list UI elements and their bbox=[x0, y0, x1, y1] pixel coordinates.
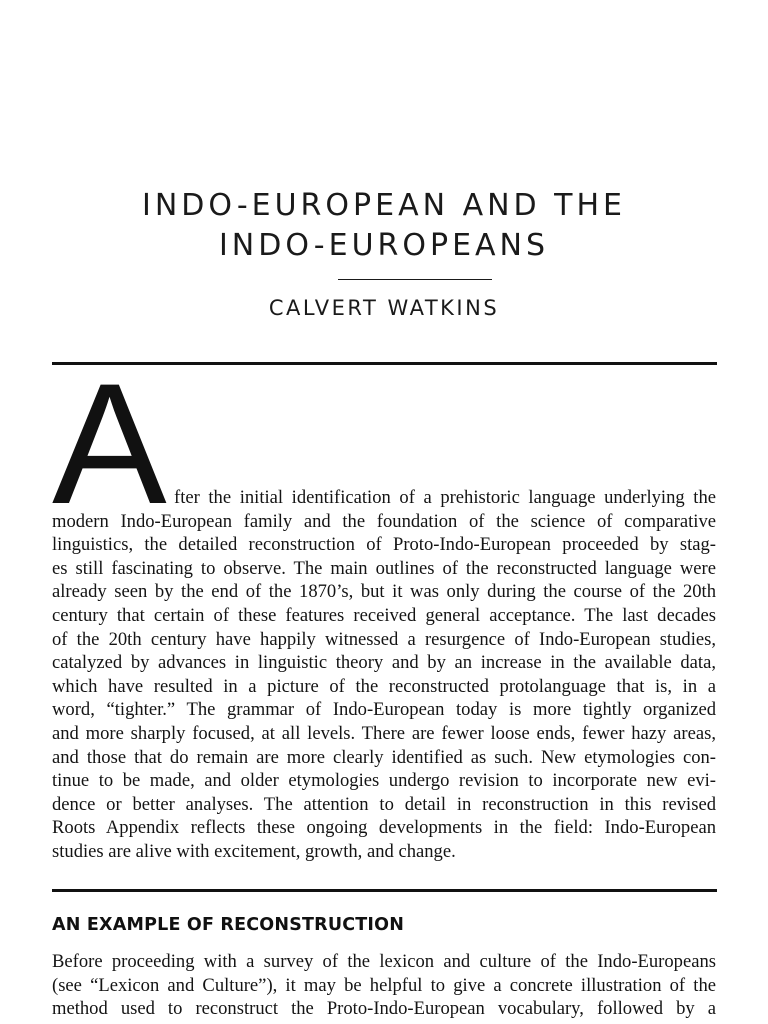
title-divider bbox=[338, 279, 492, 280]
text-line: and more sharply focused, at all levels. There are fewer loose ends, fewer hazy areas, bbox=[52, 722, 716, 744]
text-line: already seen by the end of the 1870’s, but it was only during the course of the 20th bbox=[52, 581, 716, 603]
article-title-line-2: INDO-EUROPEANS bbox=[218, 228, 550, 263]
author-name: CALVERT WATKINS bbox=[268, 296, 500, 320]
text-line: Before proceeding with a survey of the lexicon and culture of the Indo-Europeans bbox=[52, 951, 716, 972]
text-line: and those that do remain are more clearly identified as such. New etymologies con- bbox=[52, 746, 716, 768]
text-line: of the 20th century have happily witnessed a resurgence of Indo-European studies, bbox=[52, 628, 716, 650]
text-line: (see “Lexicon and Culture”), it may be helpful to give a concrete illustration of the bbox=[52, 974, 716, 996]
text-line: dence or better analyses. The attention to detail in reconstruction in this revised bbox=[52, 793, 716, 815]
article-title-line-1: INDO-EUROPEAN AND THE bbox=[141, 188, 627, 223]
text-line: es still fascinating to observe. The main outlines of the reconstructed language were bbox=[52, 557, 716, 579]
section-heading: AN EXAMPLE OF RECONSTRUCTION bbox=[52, 915, 405, 935]
text-line: tinue to be made, and older etymologies undergo revision to incorporate new evi- bbox=[52, 770, 716, 792]
text-line: fter the initial identification of a prehistoric language underlying the bbox=[174, 487, 716, 508]
text-line: Roots Appendix reflects these ongoing developments in the field: Indo-European bbox=[52, 817, 716, 839]
text-line: word, “tighter.” The grammar of Indo-European today is more tightly organized bbox=[52, 699, 716, 721]
text-line: modern Indo-European family and the foundation of the science of comparative bbox=[52, 510, 716, 532]
text-line: studies are alive with excitement, growth, and change. bbox=[52, 840, 456, 862]
text-line: linguistics, the detailed reconstruction of Proto-Indo-European proceeded by stag- bbox=[52, 534, 716, 556]
drop-cap: A bbox=[52, 348, 167, 540]
text-line: catalyzed by advances in linguistic theory and by an increase in the available data, bbox=[52, 652, 716, 674]
text-line: method used to reconstruct the Proto-Indo-European vocabulary, followed by a bbox=[52, 998, 716, 1020]
text-line: which have resulted in a picture of the reconstructed protolanguage that is, in a bbox=[52, 675, 716, 697]
text-line: century that certain of these features received general acceptance. The last decades bbox=[52, 604, 716, 626]
section-paragraph bbox=[52, 950, 716, 1021]
intro-paragraph bbox=[52, 486, 716, 864]
section-horizontal-rule bbox=[52, 889, 717, 892]
